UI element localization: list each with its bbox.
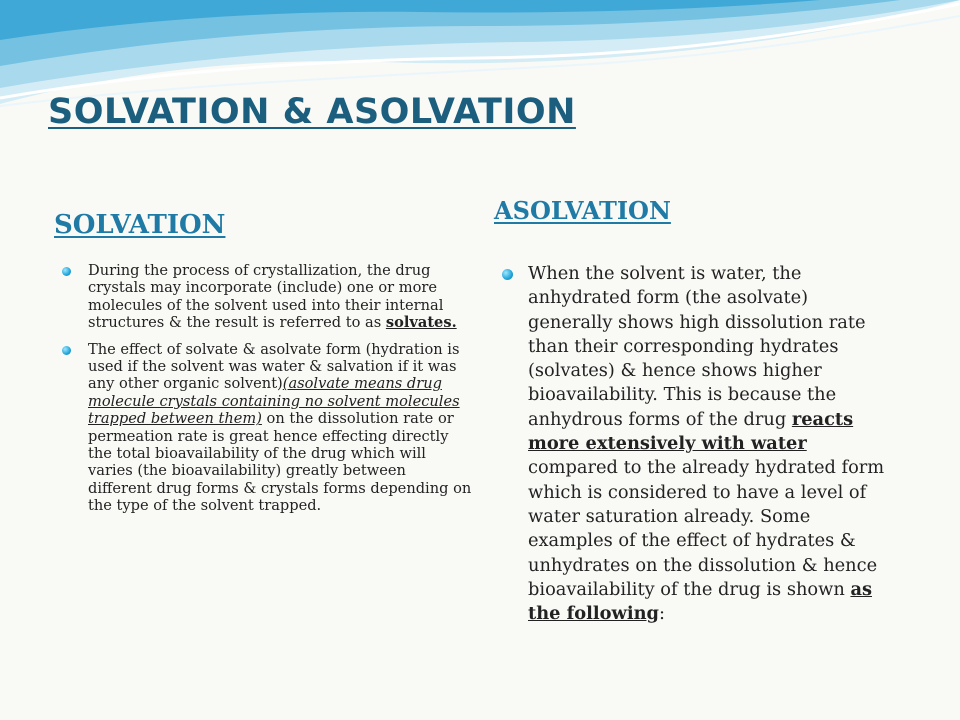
bullet-dot-icon: [502, 269, 513, 280]
bullet-text: During the process of crystallization, the drug crystals may incorporate (include) one or more molecules of the solvent used into their internal structures & the result is referred to as: [88, 262, 444, 332]
slide-title: SOLVATION & ASOLVATION: [48, 92, 576, 132]
bullet-text: on the dissolution rate or permeation rate is great hence effecting directly the total bioavailability of the drug which will varies (the bioavailability) greatly between different drug forms & crystals forms depending on the type of the solvent trapped.: [88, 410, 472, 515]
bullet-emphasis: as the following: [528, 578, 872, 625]
bullet-dot-icon: [62, 267, 71, 276]
asolvation-heading: ASOLVATION: [494, 196, 671, 225]
bullet-emphasis: solvates.: [385, 314, 457, 332]
bullet-text: compared to the already hydrated form which is considered to have a level of water saturation already. Some examples of the effect of hydrates & unhydrates on the dissolution & hence bioavailability of the drug is shown: [528, 457, 885, 600]
list-item: [62, 262, 472, 332]
bullet-emphasis: (asolvate means drug molecule crystals containing no solvent molecules trapped between them): [88, 375, 460, 428]
solvation-bullet-list: [62, 262, 472, 524]
bullet-text: :: [658, 603, 665, 625]
solvation-heading: SOLVATION: [54, 210, 226, 240]
bullet-text: When the solvent is water, the anhydrated form (the asolvate) generally shows high dissolution rate than their corresponding hydrates (solvates) & hence shows higher bioavailability. This is because the anhydrous forms of the drug: [528, 263, 866, 430]
bullet-emphasis: reacts more extensively with water: [528, 408, 854, 455]
list-item: [502, 262, 892, 626]
asolvation-bullet-list: [502, 262, 892, 635]
bullet-text: The effect of solvate & asolvate form (hydration is used if the solvent was water & salvation if it was any other organic solvent): [88, 340, 460, 393]
bullet-dot-icon: [62, 346, 71, 355]
list-item: [62, 341, 472, 515]
